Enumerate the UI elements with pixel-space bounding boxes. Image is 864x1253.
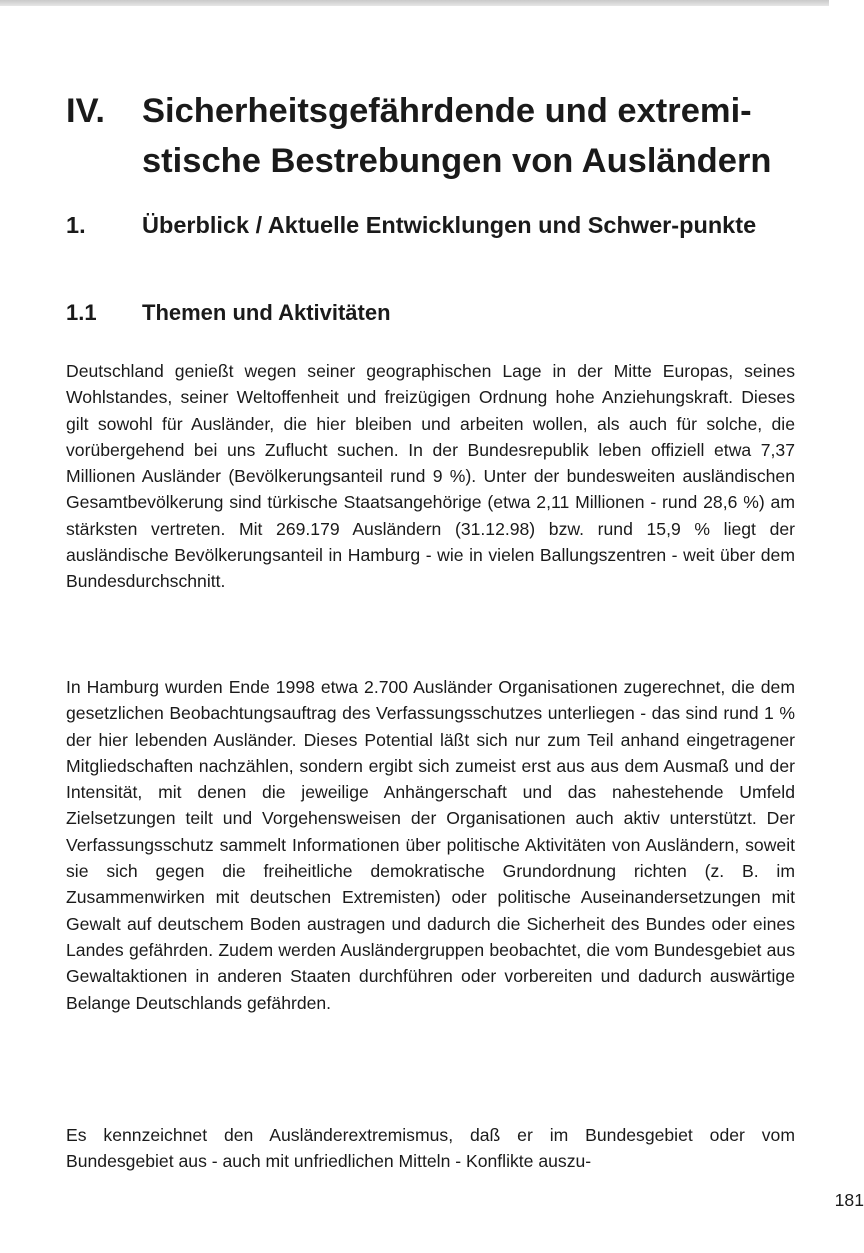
chapter-title: Sicherheitsgefährdende und extremi-stische Bestrebungen von Ausländern <box>142 92 772 180</box>
section-number: 1. <box>66 212 86 238</box>
page-number: 181 <box>834 1190 864 1210</box>
body-paragraph-1: Deutschland genießt wegen seiner geographischen Lage in der Mitte Europas, seines Wohlstandes, seiner Weltoffenheit und freizügigen Ordnung hohe Anziehungskraft. Dieses gilt sowohl für Ausländer, die hier bleiben und arbeiten wollen, als auch für solche, die vorübergehend bei uns Zuflucht suchen. In der Bundesrepublik leben offiziell etwa 7,37 Millionen Ausländer (Bevölkerungsanteil rund 9 %). Unter der bundesweiten ausländischen Gesamtbevölkerung sind türkische Staatsangehörige (etwa 2,11 Millionen - rund 28,6 %) am stärksten vertreten. Mit 269.179 Ausländern (31.12.98) bzw. rund 15,9 % liegt der ausländische Bevölkerungsanteil in Hamburg - wie in vielen Ballungszentren - weit über dem Bundesdurchschnitt. <box>66 361 795 592</box>
section-title: Überblick / Aktuelle Entwicklungen und Schwer-punkte <box>142 212 757 238</box>
top-edge-shading <box>0 0 829 6</box>
body-paragraph-2: In Hamburg wurden Ende 1998 etwa 2.700 Ausländer Organisationen zugerechnet, die dem gesetzlichen Beobachtungsauftrag des Verfassungsschutzes unterliegen - das sind rund 1 % der hier lebenden Ausländer. Dieses Potential läßt sich nur zum Teil anhand eingetragener Mitgliedschaften nachzählen, sondern ergibt sich zumeist erst aus aus dem Ausmaß und der Intensität, mit denen die jeweilige Anhängerschaft und das nahestehende Umfeld Zielsetzungen teilt und Vorgehensweisen der Organisationen auch aktiv unterstützt. Der Verfassungsschutz sammelt Informationen über politische Aktivitäten von Ausländern, soweit sie sich gegen die freiheitliche demokratische Grundordnung richten (z. B. im Zusammenwirken mit deutschen Extremisten) oder politische Auseinandersetzungen mit Gewalt auf deutschem Boden austragen und dadurch die Sicherheit des Bundes oder eines Landes gefährden. Zudem werden Ausländergruppen beobachtet, die vom Bundesgebiet aus Gewaltaktionen in anderen Staaten durchführen oder vorbereiten und dadurch auswärtige Belange Deutschlands gefährden. <box>66 677 795 1013</box>
body-paragraph-3: Es kennzeichnet den Ausländerextremismus, daß er im Bundesgebiet oder vom Bundesgebiet aus - auch mit unfriedlichen Mitteln - Konflikte auszu- <box>66 1125 795 1172</box>
subsection-title: Themen und Aktivitäten <box>142 300 391 325</box>
chapter-number: IV. <box>66 92 106 130</box>
subsection-number: 1.1 <box>66 300 97 325</box>
